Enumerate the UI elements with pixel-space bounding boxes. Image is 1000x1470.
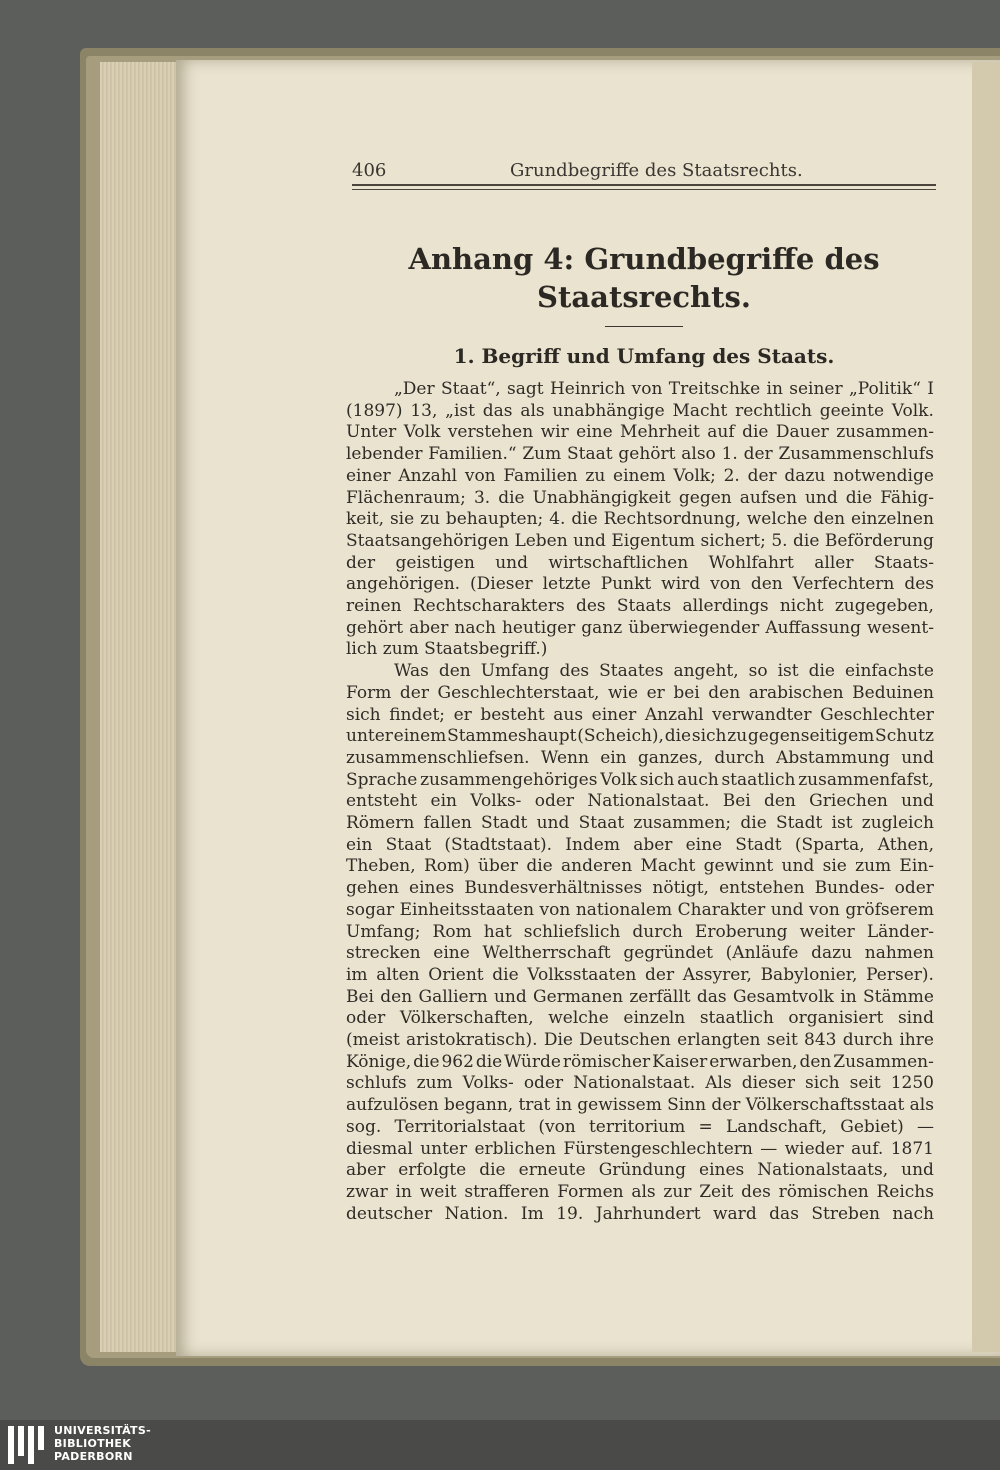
running-title: Grundbegriffe des Staatsrechts. bbox=[510, 160, 803, 181]
text-line: diesmal unter erblichen Fürstengeschlechtern — wieder auf. 1871 bbox=[346, 1138, 934, 1159]
text-line: reinen Rechtscharakters des Staats allerdings nicht zugegeben, bbox=[346, 596, 934, 616]
logo-line-1: UNIVERSITÄTS- bbox=[54, 1424, 151, 1437]
text-line: deutscher Nation. Im 19. Jahrhundert ward das Streben nach bbox=[346, 1203, 934, 1224]
text-line: Flächenraum; 3. die Unabhängigkeit gegen aufsen und die Fähig- bbox=[346, 487, 934, 508]
text-line: im alten Orient die Volksstaaten der Assyrer, Babylonier, Perser). bbox=[346, 964, 934, 985]
logo-line-3: PADERBORN bbox=[54, 1450, 133, 1463]
text-line: Bei den Galliern und Germanen zerfällt das Gesamtvolk in Stämme bbox=[346, 986, 934, 1007]
text-line: angehörigen. (Dieser letzte Punkt wird von den Verfechtern des bbox=[346, 574, 934, 595]
chapter-title-line-1: Anhang 4: Grundbegriffe des bbox=[408, 242, 880, 276]
text-line: Form der Geschlechterstaat, wie er bei den arabischen Beduinen bbox=[346, 682, 934, 703]
text-line: aufzulösen begann, trat in gewissem Sinn der Völkerschaftsstaat als bbox=[346, 1095, 934, 1116]
text-line: „Der Staat“, sagt Heinrich von Treitschke in seiner „Politik“ I bbox=[394, 379, 934, 399]
text-line: Sprache zusammengehöriges Volk sich auch staatlich zusammenfafst, bbox=[346, 769, 934, 790]
text-line: lich zum Staatsbegriff.) bbox=[346, 639, 548, 660]
text-line: Staatsangehörigen Leben und Eigentum sichert; 5. die Beförderung bbox=[346, 530, 934, 551]
text-line: Unter Volk verstehen wir eine Mehrheit auf die Dauer zusammen- bbox=[346, 422, 934, 443]
text-line: einer Anzahl von Familien zu einem Volk; 2. der dazu notwendige bbox=[346, 465, 934, 486]
text-line: oder Völkerschaften, welche einzeln staatlich organisiert sind bbox=[346, 1008, 934, 1029]
text-line: lebender Familien.“ Zum Staat gehört also 1. der Zusammenschlufs bbox=[346, 444, 934, 465]
text-line: gehen eines Bundesverhältnisses nötigt, entstehen Bundes- oder bbox=[346, 878, 934, 899]
text-line: zusammenschliefsen. Wenn ein ganzes, durch Abstammung und bbox=[346, 747, 934, 768]
library-logo-text bbox=[54, 1424, 151, 1463]
text-line: Theben, Rom) über die anderen Macht gewinnt und sie zum Ein- bbox=[346, 856, 934, 877]
chapter-title bbox=[352, 240, 936, 316]
header-rule bbox=[352, 184, 936, 190]
chapter-title-line-2: Staatsrechts. bbox=[537, 280, 751, 314]
text-line: (1897) 13, „ist das als unabhängige Macht rechtlich geeinte Volk. bbox=[346, 400, 934, 421]
text-line: Römern fallen Stadt und Staat zusammen; die Stadt ist zugleich bbox=[346, 813, 934, 833]
text-line: Umfang; Rom hat schliefslich durch Eroberung weiter Länder- bbox=[346, 921, 934, 942]
text-line: unter einem Stammeshaupt (Scheich), die sich zu gegenseitigem Schutz bbox=[346, 726, 934, 747]
page-header bbox=[352, 160, 934, 180]
text-line: entsteht ein Volks- oder Nationalstaat. Bei den Griechen und bbox=[346, 791, 934, 812]
text-line: ein Staat (Stadtstaat). Indem aber eine Stadt (Sparta, Athen, bbox=[346, 834, 934, 855]
text-line: aber erfolgte die erneute Gründung eines Nationalstaats, und bbox=[346, 1160, 934, 1181]
text-line: Könige, die 962 die Würde römischer Kaiser erwarben, den Zusammen- bbox=[346, 1051, 934, 1072]
text-line: sogar Einheitsstaaten von nationalem Charakter und von gröfserem bbox=[346, 899, 934, 920]
text-line: strecken eine Weltherrschaft gegründet (Anläufe dazu nahmen bbox=[346, 943, 934, 964]
text-line: sog. Territorialstaat (von territorium = Landschaft, Gebiet) — bbox=[346, 1116, 934, 1137]
page-number: 406 bbox=[352, 160, 387, 181]
title-divider bbox=[605, 326, 683, 327]
section-heading: 1. Begriff und Umfang des Staats. bbox=[453, 344, 835, 368]
facing-page-edge bbox=[972, 62, 1000, 1352]
logo-line-2: BIBLIOTHEK bbox=[54, 1437, 132, 1450]
text-line: zwar in weit strafferen Formen als zur Zeit des römischen Reichs bbox=[346, 1181, 934, 1202]
text-line: der geistigen und wirtschaftlichen Wohlfahrt aller Staats- bbox=[346, 552, 934, 573]
text-line: (meist aristokratisch). Die Deutschen erlangten seit 843 durch ihre bbox=[346, 1030, 934, 1050]
library-logo-icon bbox=[8, 1426, 48, 1464]
text-line: Was den Umfang des Staates angeht, so ist die einfachste bbox=[394, 661, 934, 682]
text-line: schlufs zum Volks- oder Nationalstaat. Als dieser sich seit 1250 bbox=[346, 1073, 934, 1094]
text-line: keit, sie zu behaupten; 4. die Rechtsordnung, welche den einzelnen bbox=[346, 509, 934, 530]
text-line: gehört aber nach heutiger ganz überwiegender Auffassung wesent- bbox=[346, 617, 934, 638]
text-line: sich findet; er besteht aus einer Anzahl verwandter Geschlechter bbox=[346, 704, 934, 725]
page-stack-edge bbox=[100, 62, 178, 1352]
